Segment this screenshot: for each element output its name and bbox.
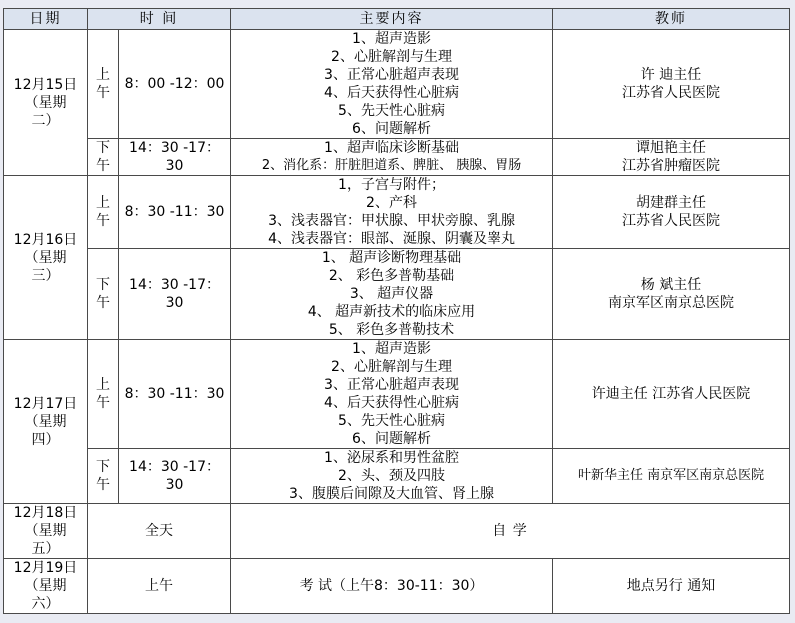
period-cell: 上 午 — [88, 30, 119, 139]
time-cell: 14：30 -17： 30 — [119, 449, 231, 504]
header-teacher: 教师 — [553, 9, 790, 30]
teacher-cell: 地点另行 通知 — [553, 559, 790, 614]
period-cell: 上 午 — [88, 176, 119, 249]
header-date: 日期 — [4, 9, 88, 30]
date-cell: 12月17日 （星期 四） — [4, 340, 88, 504]
period-cell: 下 午 — [88, 449, 119, 504]
time-cell: 14：30 -17： 30 — [119, 139, 231, 176]
content-cell: 1、超声造影 2、心脏解剖与生理 3、正常心脏超声表现 4、后天获得性心脏病 5、先天性心脏病 6、问题解析 — [231, 340, 553, 449]
table-row — [4, 30, 790, 139]
period-cell: 上 午 — [88, 340, 119, 449]
period-cell: 下 午 — [88, 249, 119, 340]
teacher-cell: 许 迪主任 江苏省人民医院 — [553, 30, 790, 139]
teacher-cell: 杨 斌主任 南京军区南京总医院 — [553, 249, 790, 340]
content-cell: 1、超声造影 2、心脏解剖与生理 3、正常心脏超声表现 4、后天获得性心脏病 5、先天性心脏病 6、问题解析 — [231, 30, 553, 139]
header-content: 主要内容 — [231, 9, 553, 30]
period-cell: 下 午 — [88, 139, 119, 176]
time-cell: 全天 — [88, 504, 231, 559]
teacher-cell: 胡建群主任 江苏省人民医院 — [553, 176, 790, 249]
content-cell: 1，子宫与附件； 2、产科 3、浅表器官：甲状腺、甲状旁腺、乳腺 4、浅表器官：眼部、涎腺、阴囊及睾丸 — [231, 176, 553, 249]
content-cell: 1、泌尿系和男性盆腔 2、头、颈及四肢 3、腹膜后间隙及大血管、肾上腺 — [231, 449, 553, 504]
header-row — [4, 9, 790, 30]
date-cell: 12月15日 （星期 二） — [4, 30, 88, 176]
date-cell: 12月18日 （星期 五） — [4, 504, 88, 559]
header-time: 时 间 — [88, 9, 231, 30]
table-row — [4, 449, 790, 504]
content-cell: 自 学 — [231, 504, 790, 559]
content-cell: 1、超声临床诊断基础 2、消化系：肝脏胆道系、脾脏、 胰腺、胃肠 — [231, 139, 553, 176]
time-cell: 8：00 -12：00 — [119, 30, 231, 139]
table-row — [4, 176, 790, 249]
table-row — [4, 249, 790, 340]
time-cell: 8：30 -11：30 — [119, 176, 231, 249]
teacher-cell: 谭旭艳主任 江苏省肿瘤医院 — [553, 139, 790, 176]
table-row — [4, 559, 790, 614]
time-cell: 8：30 -11：30 — [119, 340, 231, 449]
time-cell: 14：30 -17： 30 — [119, 249, 231, 340]
teacher-cell: 许迪主任 江苏省人民医院 — [553, 340, 790, 449]
content-cell: 1、 超声诊断物理基础 2、 彩色多普勒基础 3、 超声仪器 4、 超声新技术的临床应用 5、 彩色多普勒技术 — [231, 249, 553, 340]
table-row — [4, 504, 790, 559]
time-cell: 上午 — [88, 559, 231, 614]
table-row — [4, 340, 790, 449]
teacher-cell: 叶新华主任 南京军区南京总医院 — [553, 449, 790, 504]
content-cell: 考 试（上午8：30-11：30） — [231, 559, 553, 614]
schedule-table — [3, 8, 790, 614]
date-cell: 12月19日 （星期 六） — [4, 559, 88, 614]
date-cell: 12月16日 （星期 三） — [4, 176, 88, 340]
table-row — [4, 139, 790, 176]
